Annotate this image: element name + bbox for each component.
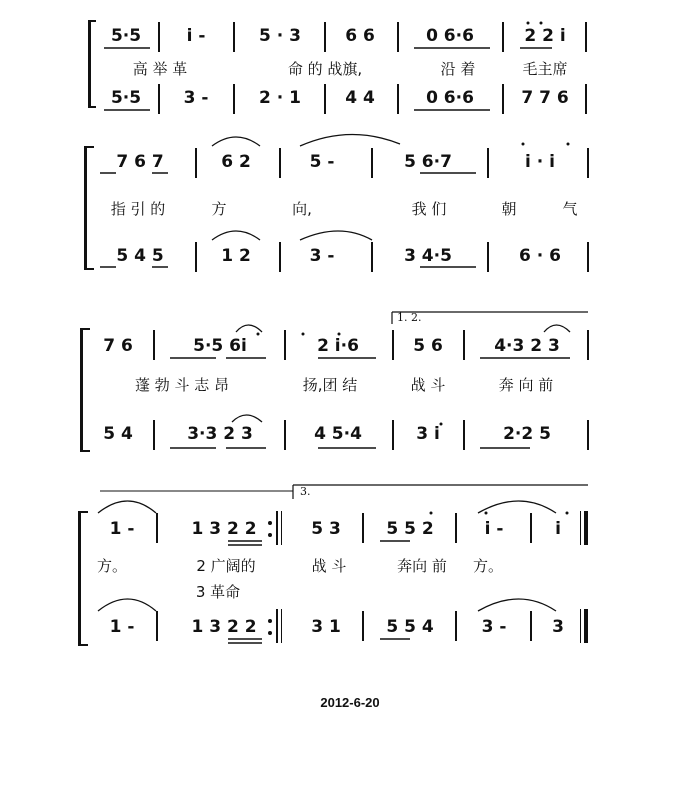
system-4 [0, 483, 700, 658]
system-3 [0, 308, 700, 458]
lower-measure-4: 3 i [416, 424, 440, 444]
lower-measure-2: 1 3 2 2 [191, 617, 257, 637]
volta-label: 3. [300, 485, 311, 498]
lyric-segment: 奔向 前 [397, 557, 447, 575]
lower-measure-2: 3·3 2 3 [187, 424, 253, 444]
lower-measure-5: 6 · 6 [519, 246, 561, 266]
upper-measure-3: 5 - [309, 152, 335, 172]
upper-measure-3: 2 i·6 [317, 336, 359, 356]
lyric-segment: 蓬 勃 斗 志 昂 [134, 376, 230, 394]
upper-measure-5: 0 6·6 [426, 26, 474, 46]
upper-measure-1: 7 6 7 [116, 152, 164, 172]
slur-and-underline-marks [0, 308, 700, 458]
lyric-segment: 扬,团 结 [302, 376, 358, 394]
lower-measure-5: 0 6·6 [426, 88, 474, 108]
lower-measure-6: 3 [552, 617, 564, 637]
lower-measure-3: 2 · 1 [259, 88, 301, 108]
lower-measure-2: 1 2 [221, 246, 251, 266]
lower-measure-3: 4 5·4 [314, 424, 362, 444]
lyric-segment: 向, [292, 200, 312, 218]
volta-label: 1. 2. [397, 311, 422, 324]
upper-measure-1: 5·5 [110, 26, 142, 46]
system-1 [0, 12, 700, 112]
upper-measure-4: 6 6 [345, 26, 375, 46]
upper-measure-4: 5 5 2 [386, 519, 434, 539]
lower-measure-4: 3 4·5 [404, 246, 452, 266]
lyric-segment: 气 [562, 200, 578, 218]
lyric-segment: 方。 [472, 557, 504, 575]
upper-measure-1: 7 6 [103, 336, 133, 356]
upper-measure-3: 5 · 3 [259, 26, 301, 46]
system-2 [0, 140, 700, 280]
lower-measure-1: 1 - [109, 617, 135, 637]
upper-measure-5: 4·3 2 3 [494, 336, 560, 356]
slur-underline-and-repeat-marks [0, 483, 700, 658]
upper-measure-4: 5 6 [413, 336, 443, 356]
lower-measure-4: 4 4 [345, 88, 375, 108]
upper-measure-4: 5 6·7 [404, 152, 452, 172]
lower-measure-3: 3 - [309, 246, 335, 266]
lower-measure-1: 5 4 [103, 424, 133, 444]
slur-and-underline-marks [0, 140, 700, 280]
lyric-segment: 2 广阔的 [196, 557, 256, 575]
date-footer: 2012-6-20 [320, 695, 380, 710]
lyric-segment: 高 举 革 [132, 60, 188, 78]
lyric-segment: 战 斗 [311, 557, 347, 575]
lower-measure-3: 3 1 [311, 617, 341, 637]
upper-measure-6: 2 2 i [524, 26, 566, 46]
lyric-segment: 方。 [96, 557, 128, 575]
lower-measure-5: 3 - [481, 617, 507, 637]
lyric-segment: 战 斗 [410, 376, 446, 394]
upper-measure-2: i - [186, 26, 206, 46]
upper-measure-6: i [555, 519, 561, 539]
lyric-segment: 毛主席 [522, 60, 568, 78]
lower-measure-1: 5·5 [110, 88, 142, 108]
upper-measure-1: 1 - [109, 519, 135, 539]
lyric-segment: 朝 [501, 200, 517, 218]
upper-measure-3: 5 3 [311, 519, 341, 539]
upper-measure-5: i · i [525, 152, 555, 172]
underline-marks [0, 12, 700, 122]
lyric-segment: 指 引 的 [110, 200, 166, 218]
upper-measure-2: 5·5 6i [193, 336, 247, 356]
lyric-segment: 我 们 [411, 200, 447, 218]
upper-measure-2: 1 3 2 2 [191, 519, 257, 539]
upper-measure-5: i - [484, 519, 504, 539]
lower-measure-4: 5 5 4 [386, 617, 434, 637]
upper-measure-2: 6 2 [221, 152, 251, 172]
lyric-verse-3: 3 革命 [195, 583, 241, 601]
lyric-segment: 方 [211, 200, 227, 218]
lyric-segment: 沿 着 [440, 60, 476, 78]
lower-measure-6: 7 7 6 [521, 88, 569, 108]
lyric-segment: 奔 向 前 [498, 376, 554, 394]
lower-measure-1: 5 4 5 [116, 246, 164, 266]
lower-measure-2: 3 - [183, 88, 209, 108]
lyric-segment: 命 的 战旗, [287, 60, 363, 78]
lower-measure-5: 2·2 5 [503, 424, 551, 444]
